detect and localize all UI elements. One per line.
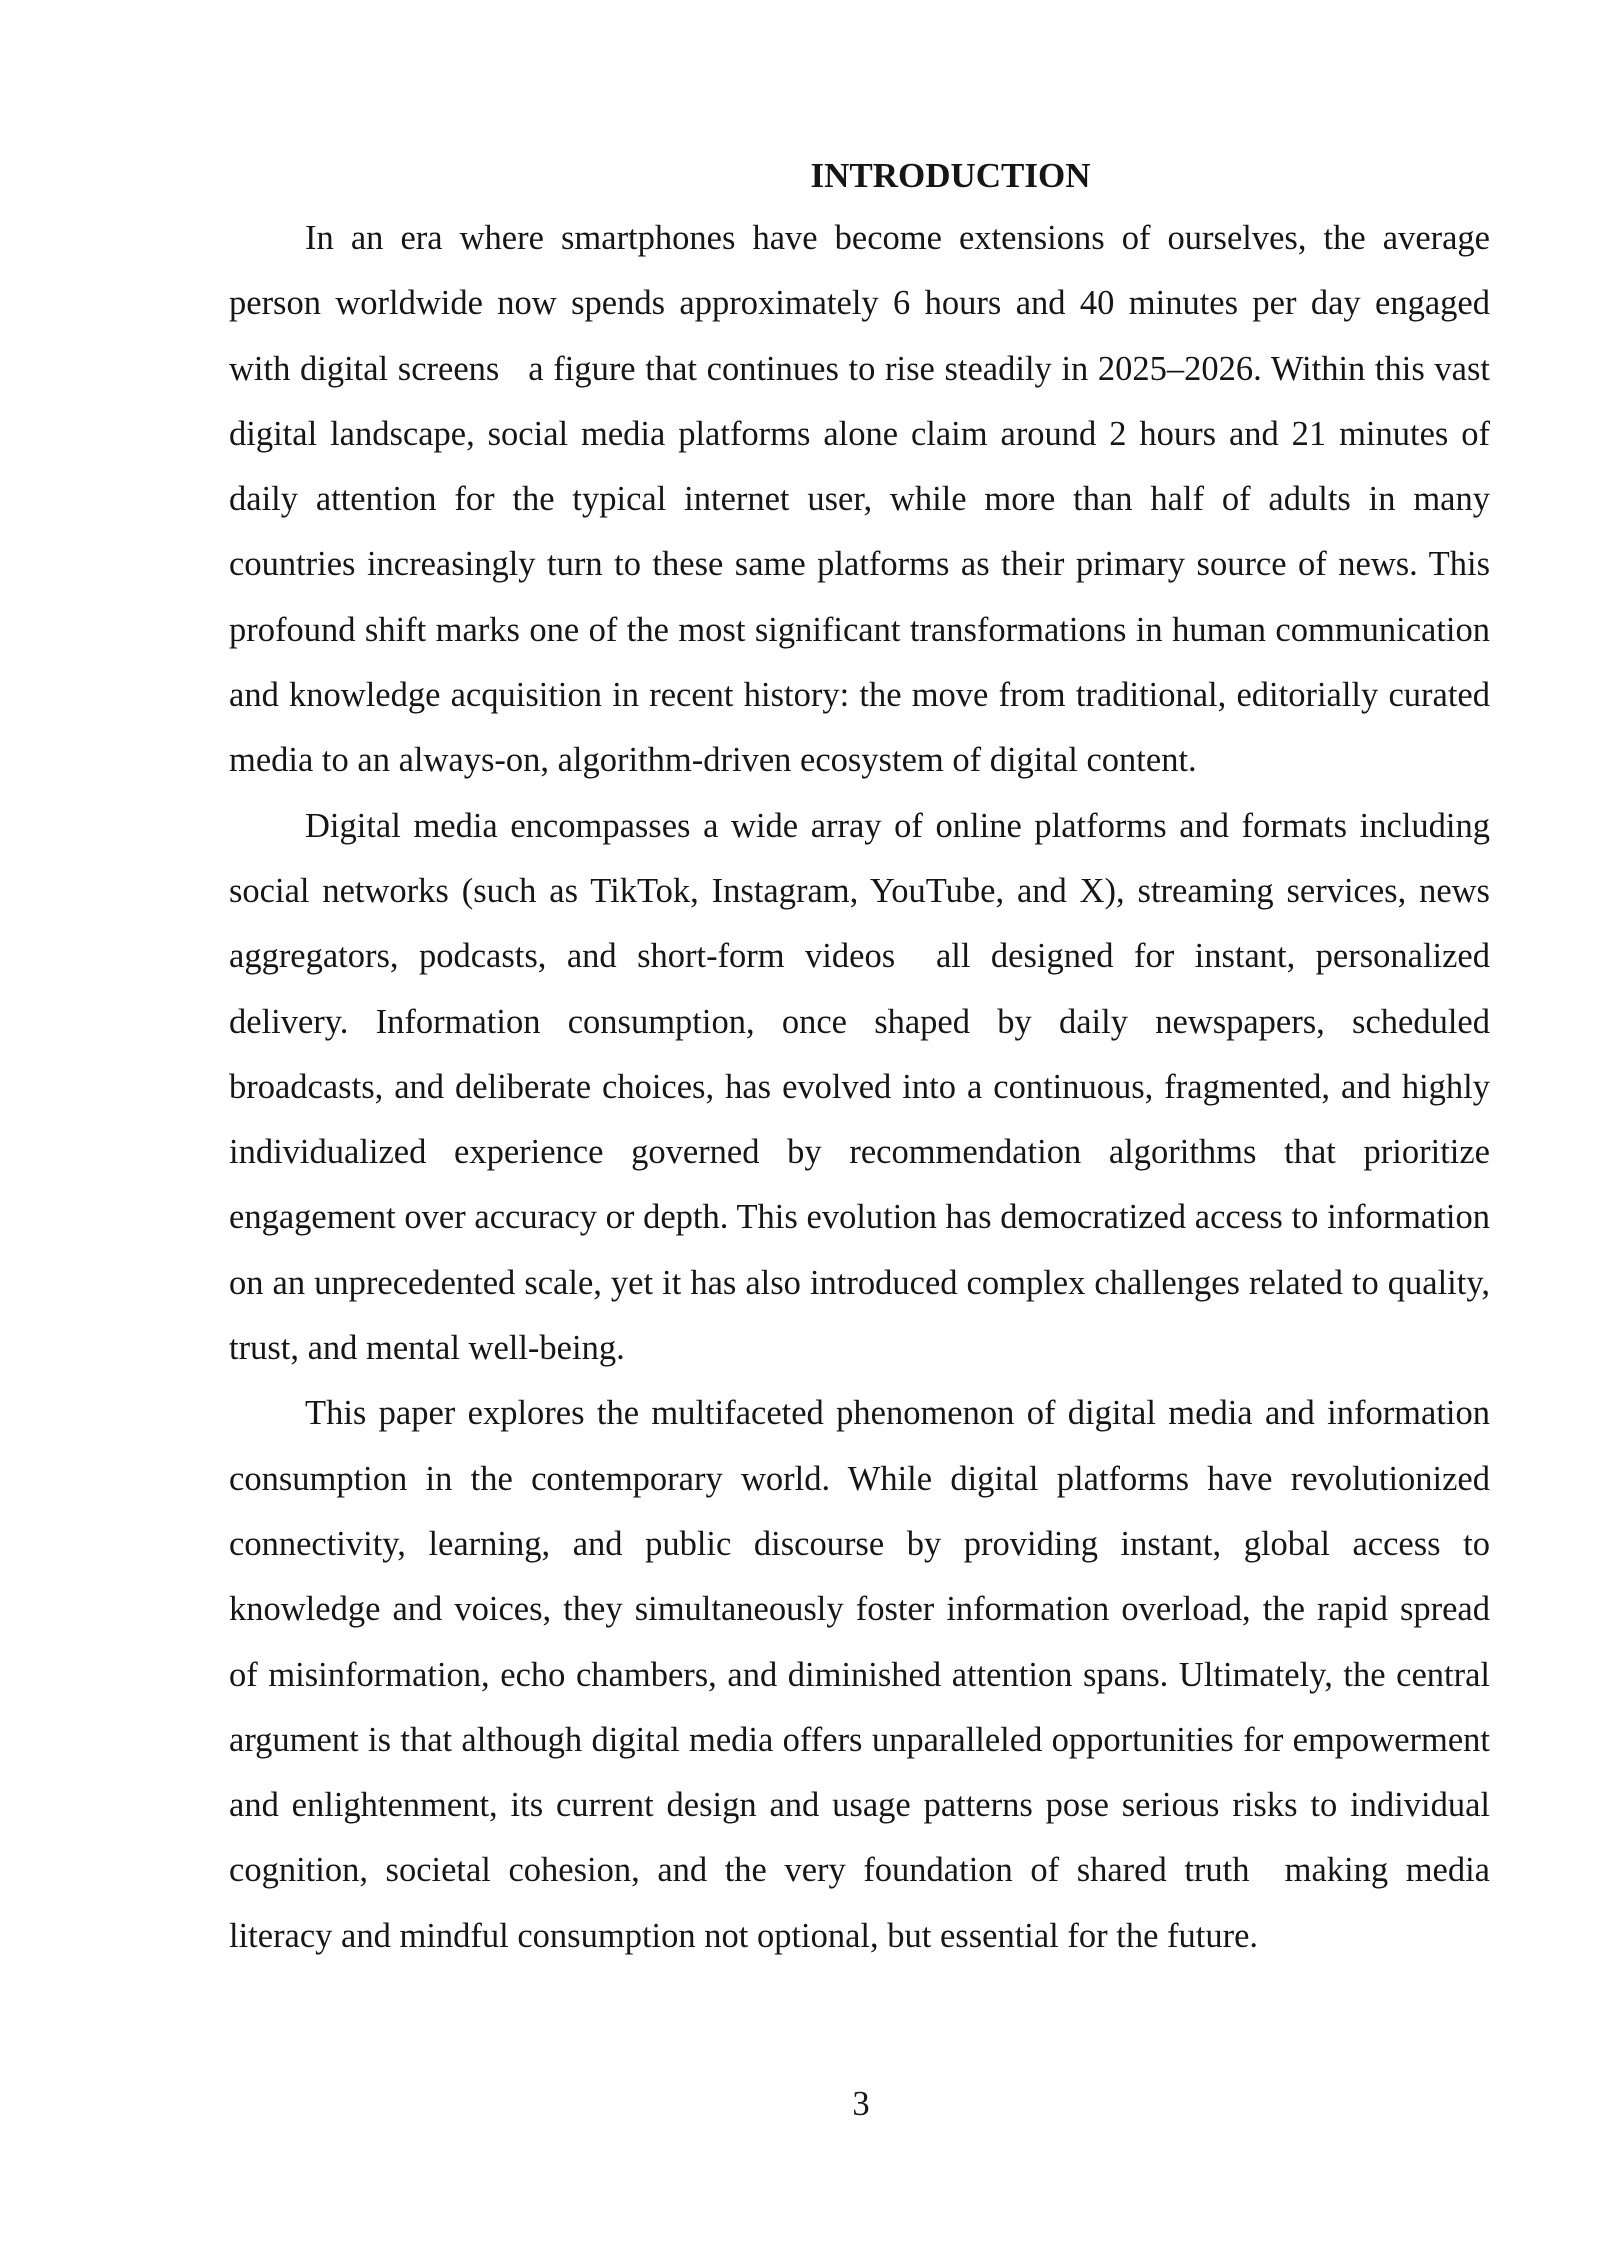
section-heading: INTRODUCTION bbox=[810, 156, 1091, 195]
paragraph-2: Digital media encompasses a wide array of online platforms and formats including social networks (such as TikTok, Instagram, YouTube, and X), streaming services, news aggregators, podcasts, and short-form videos all designed for instant, personalized delivery. Information consumption, once shaped by daily newspapers, scheduled broadcasts, and deliberate choices, has evolved into a continuous, fragmented, and highly individualized experience governed by recommendation algorithms that prioritize engagement over accuracy or depth. This evolution has democratized access to information on an unprecedented scale, yet it has also introduced complex challenges related to quality, trust, and mental well-being. bbox=[229, 806, 1490, 1368]
paragraph-3: This paper explores the multifaceted phenomenon of digital media and information consumption in the contemporary world. While digital platforms have revolutionized connectivity, learning, and public discourse by providing instant, global access to knowledge and voices, they simultaneously foster information overload, the rapid spread of misinformation, echo chambers, and diminished attention spans. Ultimately, the central argument is that although digital media offers unparalleled opportunities for empowerment and enlightenment, its current design and usage patterns pose serious risks to individual cognition, societal cohesion, and the very foundation of shared truth making media literacy and mindful consumption not optional, but essential for the future. bbox=[229, 1394, 1490, 1955]
page-number: 3 bbox=[852, 2085, 870, 2123]
paragraph-1: In an era where smartphones have become extensions of ourselves, the average person worldwide now spends approximately 6 hours and 40 minutes per day engaged with digital screens a figure that continues to rise steadily in 2025–2026. Within this vast digital landscape, social media platforms alone claim around 2 hours and 21 minutes of daily attention for the typical internet user, while more than half of adults in many countries increasingly turn to these same platforms as their primary source of news. This profound shift marks one of the most significant transformations in human communication and knowledge acquisition in recent history: the move from traditional, editorially curated media to an always-on, algorithm-driven ecosystem of digital content. bbox=[229, 219, 1490, 780]
body-text bbox=[229, 206, 1490, 1969]
